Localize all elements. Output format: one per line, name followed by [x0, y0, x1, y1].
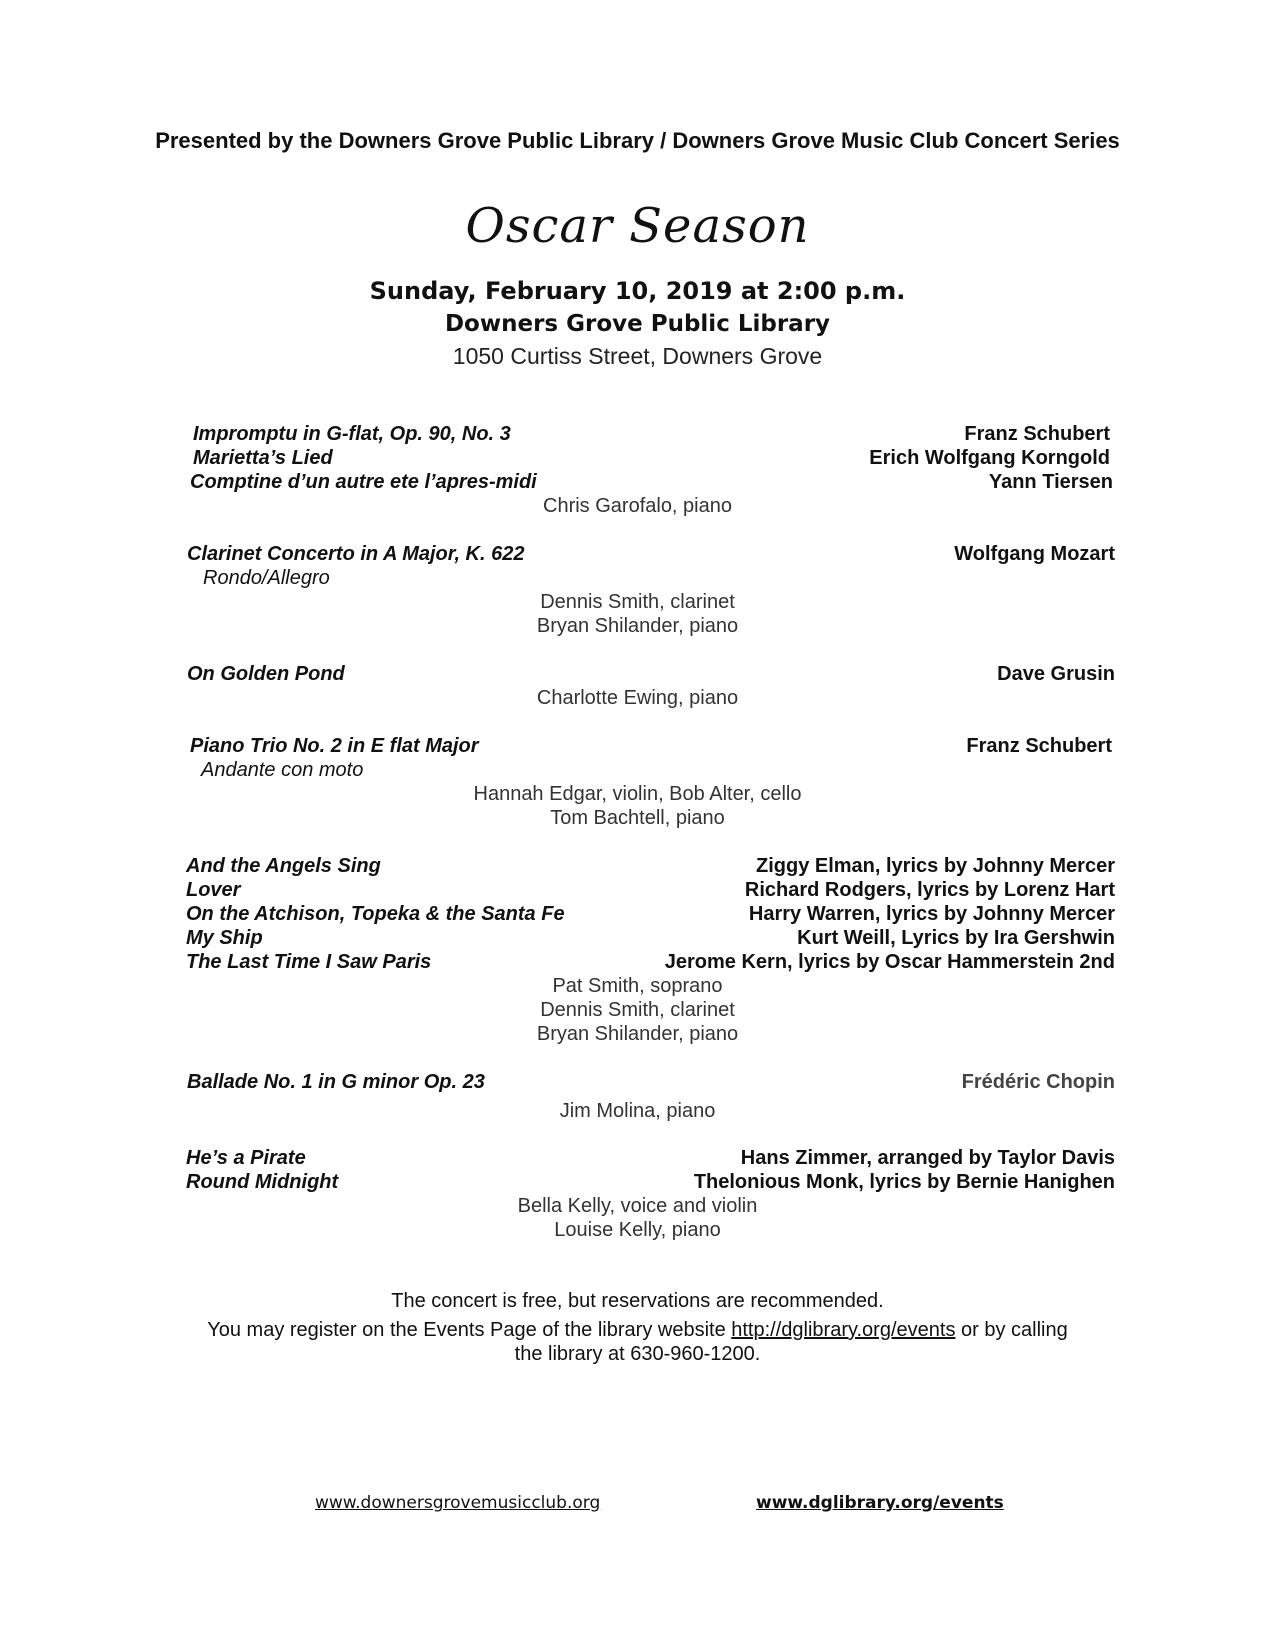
program-composer: Kurt Weill, Lyrics by Ira Gershwin — [797, 927, 1115, 949]
concert-title: Oscar Season — [465, 198, 810, 254]
program-piece: Impromptu in G-flat, Op. 90, No. 3 — [193, 423, 511, 445]
registration-text: You may register on the Events Page of the library website — [207, 1319, 732, 1341]
performer-line: Bryan Shilander, piano — [536, 1023, 739, 1045]
program-composer: Jerome Kern, lyrics by Oscar Hammerstein 2nd — [664, 951, 1115, 973]
performer-line: Dennis Smith, clarinet — [540, 999, 735, 1021]
program-movement: Andante con moto — [201, 759, 364, 781]
program-composer: Franz Schubert — [964, 423, 1110, 445]
performer-line: Hannah Edgar, violin, Bob Alter, cello — [473, 783, 802, 805]
program-composer: Frédéric Chopin — [961, 1071, 1115, 1093]
program-composer: Erich Wolfgang Korngold — [869, 447, 1110, 469]
reservation-note: The concert is free, but reservations are recommended. — [391, 1290, 884, 1312]
performer-line: Bryan Shilander, piano — [536, 615, 739, 637]
music-club-link[interactable]: www.downersgrovemusicclub.org — [315, 1493, 601, 1513]
concert-venue: Downers Grove Public Library — [444, 311, 831, 337]
program-composer: Wolfgang Mozart — [954, 543, 1115, 565]
program-piece: Comptine d’un autre ete l’apres-midi — [190, 471, 537, 493]
performer-line: Tom Bachtell, piano — [550, 807, 725, 829]
library-events-link[interactable]: www.dglibrary.org/events — [756, 1493, 1004, 1513]
performer-line: Louise Kelly, piano — [554, 1219, 721, 1241]
concert-date: Sunday, February 10, 2019 at 2:00 p.m. — [369, 277, 906, 305]
program-composer: Thelonious Monk, lyrics by Bernie Hanighen — [693, 1171, 1115, 1193]
registration-text-end: or by calling — [955, 1319, 1068, 1341]
presenter-line: Presented by the Downers Grove Public Library / Downers Grove Music Club Concert Series — [155, 128, 1120, 153]
program-piece: The Last Time I Saw Paris — [186, 951, 432, 973]
program-piece: Piano Trio No. 2 in E flat Major — [190, 735, 479, 757]
program-movement: Rondo/Allegro — [203, 567, 330, 589]
events-link[interactable]: http://dglibrary.org/events — [731, 1319, 956, 1341]
performer-line: Dennis Smith, clarinet — [540, 591, 735, 613]
program-piece: Round Midnight — [186, 1171, 339, 1193]
program-composer: Richard Rodgers, lyrics by Lorenz Hart — [744, 879, 1115, 901]
performer-line: Charlotte Ewing, piano — [536, 687, 739, 709]
program-piece: He’s a Pirate — [186, 1147, 306, 1169]
performer-line: Pat Smith, soprano — [552, 975, 723, 997]
program-piece: My Ship — [186, 927, 263, 949]
program-piece: Marietta’s Lied — [193, 447, 333, 469]
program-composer: Franz Schubert — [966, 735, 1112, 757]
registration-note — [0, 1318, 1275, 1342]
program-piece: Lover — [186, 879, 241, 901]
program-piece: And the Angels Sing — [186, 855, 381, 877]
performer-line: Bella Kelly, voice and violin — [517, 1195, 758, 1217]
performer-line: Jim Molina, piano — [559, 1100, 716, 1122]
program-piece: Clarinet Concerto in A Major, K. 622 — [187, 543, 525, 565]
program-composer: Hans Zimmer, arranged by Taylor Davis — [740, 1147, 1115, 1169]
venue-address: 1050 Curtiss Street, Downers Grove — [452, 343, 823, 369]
program-piece: On the Atchison, Topeka & the Santa Fe — [186, 903, 565, 925]
program-composer: Yann Tiersen — [988, 471, 1113, 493]
program-composer: Harry Warren, lyrics by Johnny Mercer — [748, 903, 1115, 925]
performer-line: Chris Garofalo, piano — [543, 495, 732, 517]
program-composer: Dave Grusin — [997, 663, 1115, 685]
program-composer: Ziggy Elman, lyrics by Johnny Mercer — [755, 855, 1115, 877]
program-piece: Ballade No. 1 in G minor Op. 23 — [187, 1071, 485, 1093]
registration-phone: the library at 630-960-1200. — [514, 1343, 761, 1365]
program-piece: On Golden Pond — [187, 663, 345, 685]
